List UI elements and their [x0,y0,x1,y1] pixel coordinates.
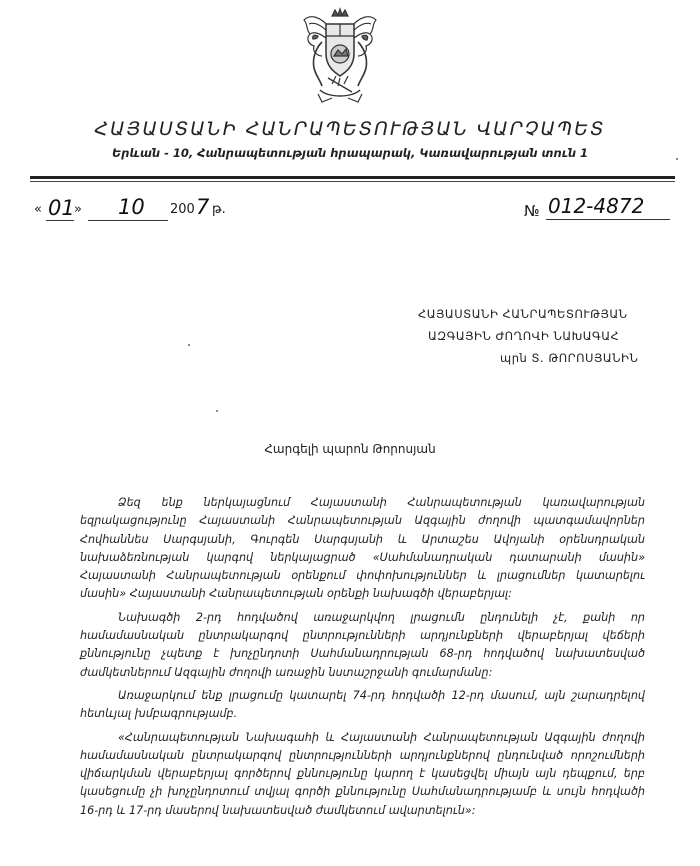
number-label: № [524,202,540,220]
date-month-underline [88,220,168,221]
date-suffix: թ. [212,202,226,217]
number-value: 012-4872 [548,194,645,218]
letter-body [80,494,645,825]
government-address: Երևան - 10, Հանրապետության հրապարակ, Կառավարության տուն 1 [111,146,589,160]
recipient-line-1: ՀԱՅԱՍՏԱՆԻ ՀԱՆՐԱՊԵՏՈՒԹՅԱՆ [418,307,628,321]
government-title: ՀԱՅԱՍՏԱՆԻ ՀԱՆՐԱՊԵՏՈՒԹՅԱՆ ՎԱՐՉԱՊԵՏ [94,118,606,140]
date-year-prefix: 200 [170,202,195,217]
body-paragraph-3: Առաջարկում ենք լրացումը կատարել 74-րդ հոդվածի 12-րդ մասում, այն շարադրելով հետևյալ խմբագրությամբ. [80,688,645,721]
date-open-quote: « [34,202,42,217]
scan-speck [188,344,190,346]
scan-speck [676,158,678,160]
letter-number [524,196,674,226]
body-paragraph-1: Ձեզ ենք ներկայացնում Հայաստանի Հանրապետության կառավարության եզրակացությունը Հայաստանի Հանրապետության Ազգային ժողովի պատգամավորներ Հովհաննես Սարգսյանի, Գուրգեն Սարգսյանի և Արտաշես Ավոյանի օրենսդրական նախաձեռնության կարգով ներկայացրած «Սահմանադրական դատարանի մասին» Հայաստանի Հանրապետության օրենքում փոփոխություններ և լրացումներ կատարելու մասին» Հայաստանի Հանրապետության օրենքի նախագծի վերաբերյալ: [80,496,645,601]
letter-date [34,195,226,224]
coat-of-arms-emblem-icon [292,6,388,110]
date-day: 01 [48,196,75,220]
date-day-underline [46,220,74,221]
letterhead-divider-thick [30,176,675,179]
scan-speck [216,410,218,412]
body-paragraph-4: «Հանրապետության Նախագահի և Հայաստանի Հանրապետության Ազգային ժողովի համամասնական ընտրակարգով ընտրությունների արդյունքներով ընդունված որոշումների վիճարկման վերաբերյալ գործերով քննությունը կարող է կասեցվել միայն այն դեպքում, երբ կասեցումը չի խոչընդոտում տվյալ գործի քննությունը Սահմանադրությամբ և սույն հոդվածի 16-րդ և 17-րդ մասերով նախատեսված ժամկետում ավարտելուն»: [80,730,645,817]
date-month: 10 [118,195,145,219]
date-year-suffix: 7 [196,195,210,219]
date-close-quote: » [74,202,82,217]
number-underline [546,219,670,220]
recipient-line-2: ԱԶԳԱՅԻՆ ԺՈՂՈՎԻ ՆԱԽԱԳԱՀ [428,329,620,343]
salutation: Հարգելի պարոն Թորոսյան [264,442,436,456]
letterhead-divider-thin [30,181,675,182]
recipient-line-3: պրն Տ. ԹՈՐՈՍՅԱՆԻՆ [500,351,639,365]
body-paragraph-2: Նախագծի 2-րդ հոդվածով առաջարկվող լրացումն ընդունելի չէ, քանի որ համամասնական ընտրակարգով ընտրությունների արդյունքների վերաբերյալ վեճերի քննությունը չպետք է խոչընդոտի Սահմանադրության 68-րդ հոդվածով նախատեսված ժամկետներում Ազգային ժողովի առաջին նստաշրջանի գումարմանը: [80,610,645,679]
